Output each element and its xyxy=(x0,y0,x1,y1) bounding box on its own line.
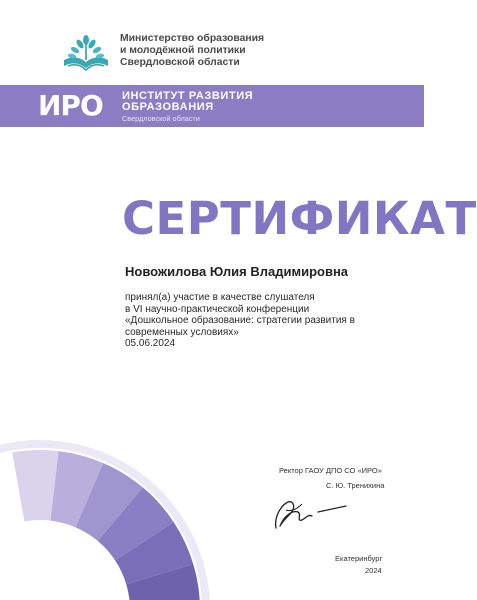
certificate-title: СЕРТИФИКАТ xyxy=(122,192,477,245)
footer-year: 2024 xyxy=(365,566,382,575)
footer-city: Екатеринбург xyxy=(335,554,383,563)
signature-icon xyxy=(262,492,362,532)
certificate-date: 05.06.2024 xyxy=(125,338,176,349)
ministry-name xyxy=(120,33,264,69)
body-line-2: в VI научно-практической конференции xyxy=(125,303,310,315)
iro-logo: ИРО xyxy=(38,89,103,122)
ministry-line-2: и молодёжной политики xyxy=(120,45,246,56)
ministry-emblem-icon xyxy=(60,32,112,72)
institute-region: Свердловской области xyxy=(122,114,200,123)
body-line-1: принял(а) участие в качестве слушателя xyxy=(125,292,315,303)
decorative-arc xyxy=(0,380,200,600)
signatory-position: Ректор ГАОУ ДПО СО «ИРО» xyxy=(279,466,382,475)
institute-name-line-2: ОБРАЗОВАНИЯ xyxy=(122,101,214,113)
ministry-line-3: Свердловской области xyxy=(120,57,240,68)
institute-name xyxy=(122,91,253,113)
certificate-body xyxy=(125,292,355,350)
recipient-name: Новожилова Юлия Владимировна xyxy=(125,264,349,279)
body-line-3: «Дошкольное образование: стратегии развития в xyxy=(125,315,355,326)
body-line-4: современных условиях» xyxy=(125,326,239,338)
institute-name-line-1: ИНСТИТУТ РАЗВИТИЯ xyxy=(122,90,254,102)
signatory-name: С. Ю. Тренихина xyxy=(326,481,385,490)
ministry-line-1: Министерство образования xyxy=(120,33,265,44)
ministry-header xyxy=(60,32,360,72)
